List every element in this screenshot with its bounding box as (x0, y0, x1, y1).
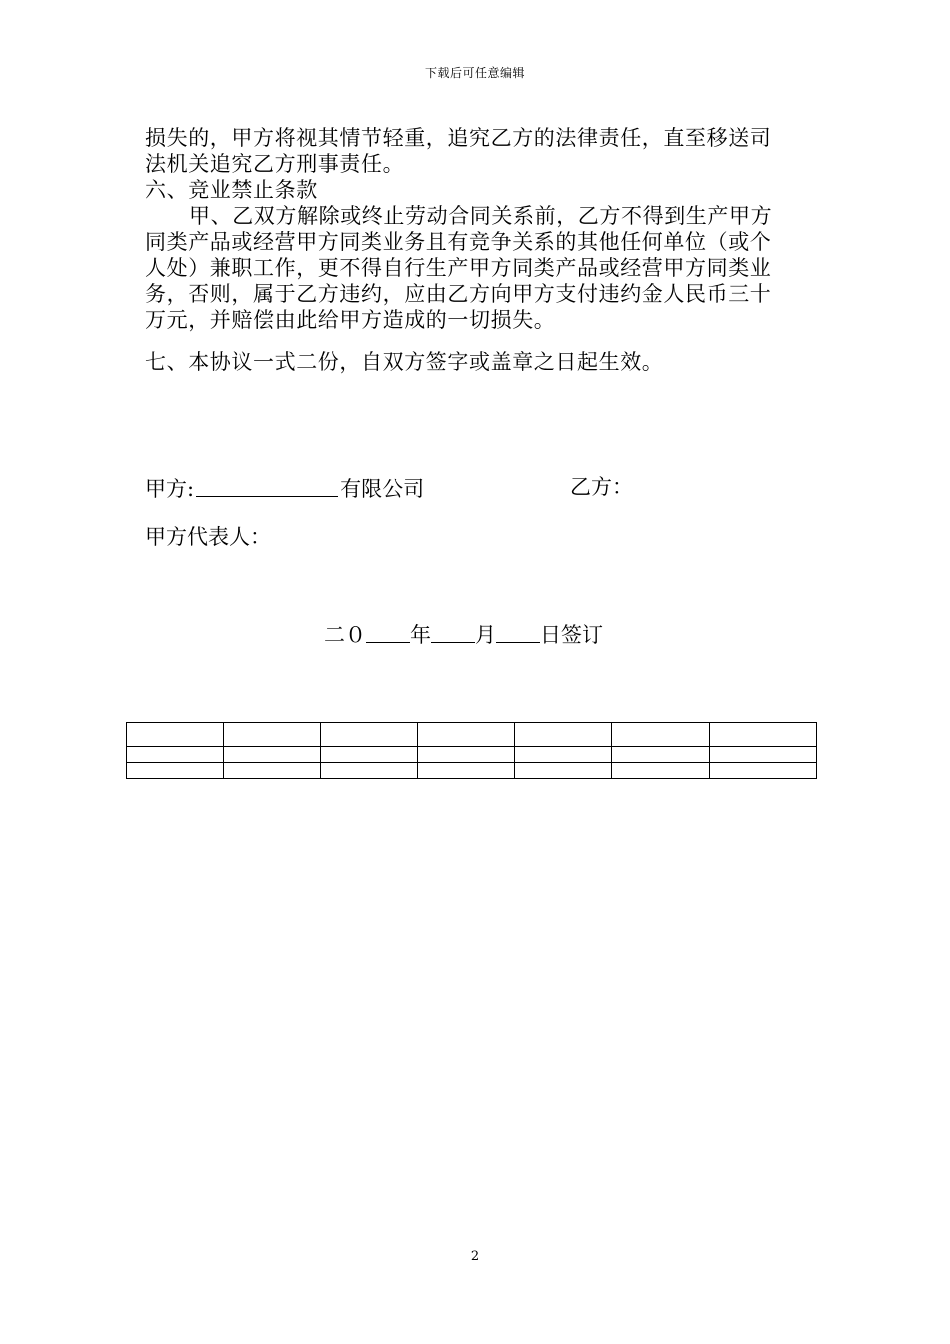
section-heading-six: 六、竞业禁止条款 (145, 178, 318, 202)
table-cell (418, 723, 515, 747)
table-row (127, 747, 817, 763)
body-line-8: 万元，并赔偿由此给甲方造成的一切损失。 (145, 308, 556, 332)
body-line-5: 同类产品或经营甲方同类业务且有竞争关系的其他任何单位（或个 (145, 230, 772, 254)
table-cell (224, 747, 321, 763)
body-line-6: 人处）兼职工作，更不得自行生产甲方同类产品或经营甲方同类业 (145, 256, 772, 280)
page-number: 2 (470, 1249, 480, 1264)
party-b-label: 乙方： (570, 475, 633, 499)
table-cell (515, 747, 612, 763)
table-cell (127, 747, 224, 763)
month-blank (431, 622, 475, 643)
table-cell (224, 723, 321, 747)
table-cell (612, 723, 710, 747)
month-label: 月 (475, 623, 496, 647)
table-cell (515, 723, 612, 747)
representative-label: 甲方代表人： (145, 525, 271, 549)
table-cell (710, 723, 817, 747)
table-cell (515, 763, 612, 779)
section-heading-seven: 七、本协议一式二份，自双方签字或盖章之日起生效。 (145, 350, 664, 374)
table-cell (321, 747, 418, 763)
party-a-row (145, 474, 424, 502)
table-row (127, 763, 817, 779)
year-blank (366, 622, 410, 643)
table-cell (127, 763, 224, 779)
party-a-suffix: 有限公司 (340, 477, 425, 501)
table-cell (127, 723, 224, 747)
day-suffix: 日签订 (540, 623, 603, 647)
table-cell (612, 747, 710, 763)
signing-date (324, 622, 603, 648)
header-note: 下载后可任意编辑 (424, 66, 525, 80)
table-cell (418, 763, 515, 779)
year-label: 年 (410, 623, 431, 647)
table-row (127, 723, 817, 747)
table-cell (710, 763, 817, 779)
party-a-blank (196, 474, 338, 497)
table-cell (612, 763, 710, 779)
body-line-4: 甲、乙双方解除或终止劳动合同关系前，乙方不得到生产甲方 (189, 204, 773, 228)
empty-table (126, 722, 817, 779)
party-a-label: 甲方: (145, 477, 195, 501)
table-cell (418, 747, 515, 763)
table-cell (321, 763, 418, 779)
date-prefix: 二０ (324, 623, 366, 647)
table-cell (321, 723, 418, 747)
table-cell (710, 747, 817, 763)
body-line-2: 法机关追究乙方刑事责任。 (145, 152, 405, 176)
table-cell (224, 763, 321, 779)
body-line-7: 务，否则，属于乙方违约，应由乙方向甲方支付违约金人民币三十 (145, 282, 772, 306)
day-blank (496, 622, 540, 643)
body-line-1: 损失的，甲方将视其情节轻重，追究乙方的法律责任，直至移送司 (145, 126, 772, 150)
